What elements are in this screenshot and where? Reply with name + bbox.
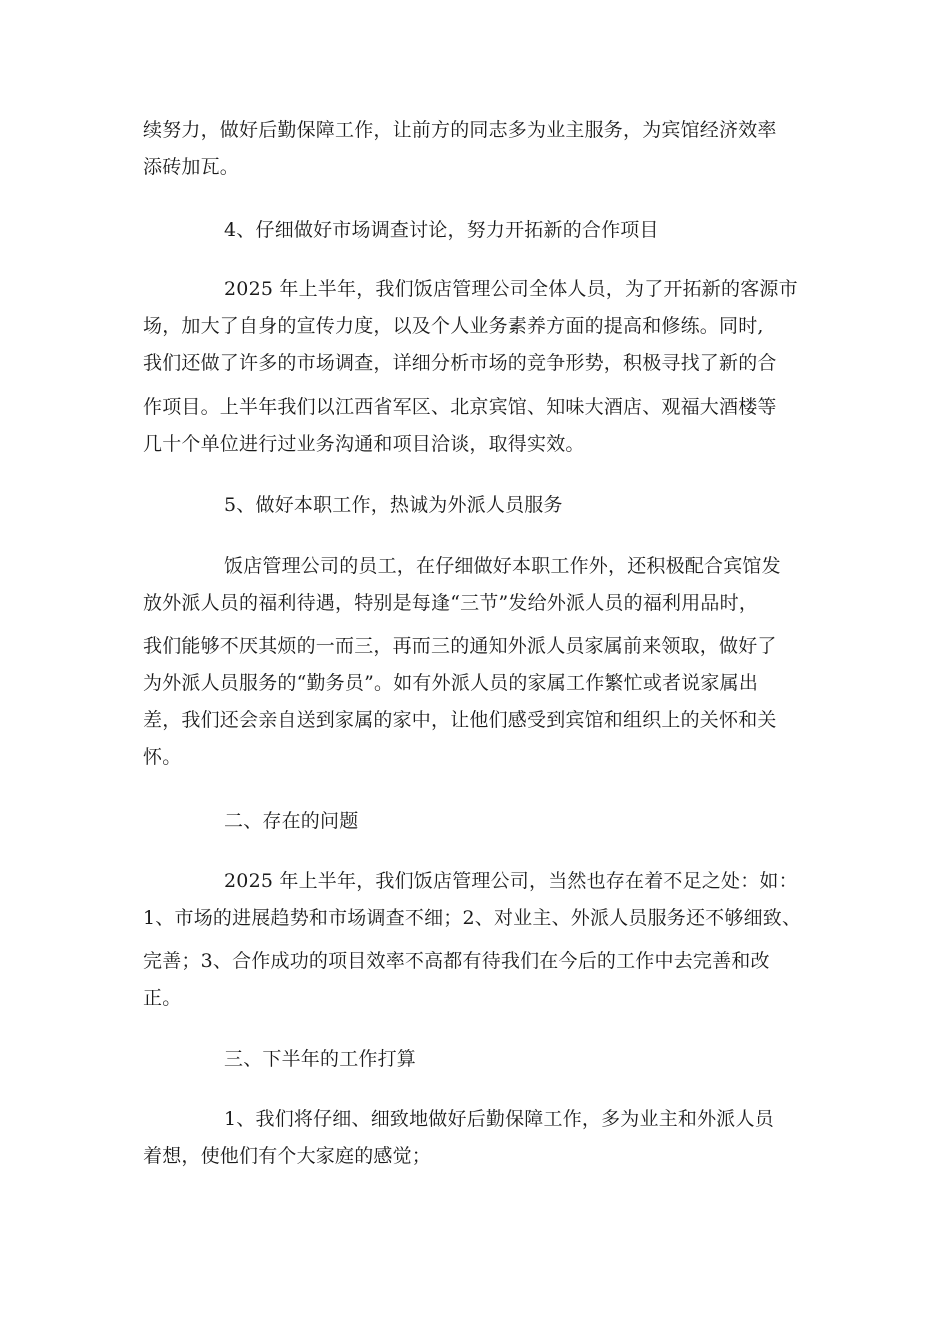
paragraph-line: 1、我们将仔细、细致地做好后勤保障工作，多为业主和外派人员	[224, 1108, 774, 1130]
paragraph-line: 饭店管理公司的员工，在仔细做好本职工作外，还积极配合宾馆发	[224, 555, 781, 577]
paragraph-line: 1、市场的进展趋势和市场调查不细；2、对业主、外派人员服务还不够细致、	[143, 907, 802, 929]
paragraph-line: 几十个单位进行过业务沟通和项目洽谈，取得实效。	[143, 433, 585, 455]
paragraph-line: 续努力，做好后勤保障工作，让前方的同志多为业主服务，为宾馆经济效率	[143, 119, 777, 141]
subheading-4: 4、仔细做好市场调查讨论，努力开拓新的合作项目	[224, 219, 659, 241]
paragraph-line: 差，我们还会亲自送到家属的家中，让他们感受到宾馆和组织上的关怀和关	[143, 709, 777, 731]
section-heading-problems: 二、存在的问题	[224, 810, 359, 832]
subheading-5: 5、做好本职工作，热诚为外派人员服务	[224, 494, 563, 516]
paragraph-line: 着想，使他们有个大家庭的感觉；	[143, 1145, 432, 1167]
paragraph-line: 添砖加瓦。	[143, 156, 240, 178]
paragraph-line: 怀。	[143, 746, 182, 768]
paragraph-line: 放外派人员的福利待遇，特别是每逢“三节”发给外派人员的福利用品时，	[143, 592, 759, 614]
paragraph-line: 我们还做了许多的市场调查，详细分析市场的竞争形势，积极寻找了新的合	[143, 352, 777, 374]
paragraph-line: 2025 年上半年，我们饭店管理公司，当然也存在着不足之处：如：	[224, 870, 798, 892]
paragraph-line: 2025 年上半年，我们饭店管理公司全体人员，为了开拓新的客源市	[224, 278, 798, 300]
paragraph-line: 作项目。上半年我们以江西省军区、北京宾馆、知味大酒店、观福大酒楼等	[143, 396, 777, 418]
section-heading-plans: 三、下半年的工作打算	[224, 1048, 417, 1070]
paragraph-line: 正。	[143, 987, 182, 1009]
paragraph-line: 完善；3、合作成功的项目效率不高都有待我们在今后的工作中去完善和改	[143, 950, 770, 972]
paragraph-line: 我们能够不厌其烦的一而三，再而三的通知外派人员家属前来领取，做好了	[143, 635, 777, 657]
paragraph-line: 为外派人员服务的“勤务员”。如有外派人员的家属工作繁忙或者说家属出	[143, 672, 759, 694]
paragraph-line: 场，加大了自身的宣传力度，以及个人业务素养方面的提高和修练。同时,	[143, 315, 764, 337]
